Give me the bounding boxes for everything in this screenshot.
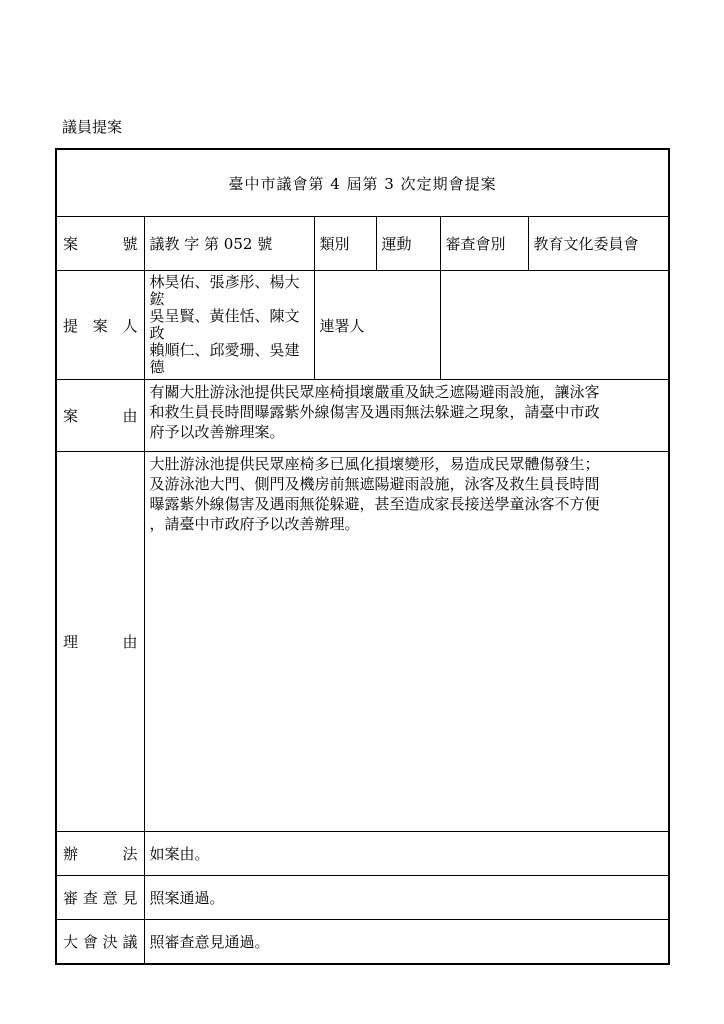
- proposers-line: 賴順仁、邱愛珊、吳建德: [149, 341, 300, 376]
- case-number-label: 案號: [56, 217, 144, 271]
- proposers-line: 林昊佑、張彥彤、楊大鋐: [149, 273, 300, 308]
- resolution-value: 照審查意見通過。: [144, 920, 669, 964]
- reason-line: 曝露紫外線傷害及遇雨無從躲避，甚至造成家長接送學童泳客不方便: [149, 495, 600, 513]
- page-label: 議員提案: [62, 118, 123, 136]
- proposers-label: 提案人: [56, 271, 144, 380]
- subject-line: 和救生員長時間曝露紫外線傷害及遇雨無法躲避之現象，請臺中市政: [149, 403, 600, 421]
- cosigner-label-text: 連署人: [319, 316, 365, 335]
- subject-line: 有關大肚游泳池提供民眾座椅損壞嚴重及缺乏遮陽避雨設施，讓泳客: [149, 383, 600, 401]
- review-label: 審查意見: [56, 876, 144, 920]
- committee-label: 審查會別: [440, 217, 528, 271]
- form-title: 臺中市議會第 4 屆第 3 次定期會提案: [56, 149, 669, 217]
- case-number-value: 議教 字 第 052 號: [144, 217, 314, 271]
- subject-label: 案由: [56, 380, 144, 452]
- category-value: 運動: [376, 217, 440, 271]
- reason-text: [144, 452, 669, 832]
- reason-line: 及游泳池大門、側門及機房前無遮陽避雨設施，泳客及救生員長時間: [149, 475, 600, 493]
- subject-text: [144, 380, 669, 452]
- method-value: 如案由。: [144, 832, 669, 876]
- reason-line: 大肚游泳池提供民眾座椅多已風化損壞變形，易造成民眾體傷發生；: [149, 455, 600, 473]
- reason-line: ，請臺中市政府予以改善辦理。: [149, 515, 360, 533]
- resolution-label: 大會決議: [56, 920, 144, 964]
- cosigner-value: [440, 271, 669, 380]
- proposers-line: 吳呈賢、黃佳恬、陳文政: [149, 307, 300, 342]
- proposal-form: [55, 148, 670, 965]
- review-value: 照案通過。: [144, 876, 669, 920]
- category-label: 類別: [314, 217, 376, 271]
- subject-line: 府予以改善辦理案。: [149, 423, 285, 441]
- cosigner-label-cell: [314, 271, 440, 380]
- method-label: 辦法: [56, 832, 144, 876]
- reason-label: 理由: [56, 452, 144, 832]
- committee-value: 教育文化委員會: [528, 217, 669, 271]
- proposers-names: [144, 271, 314, 380]
